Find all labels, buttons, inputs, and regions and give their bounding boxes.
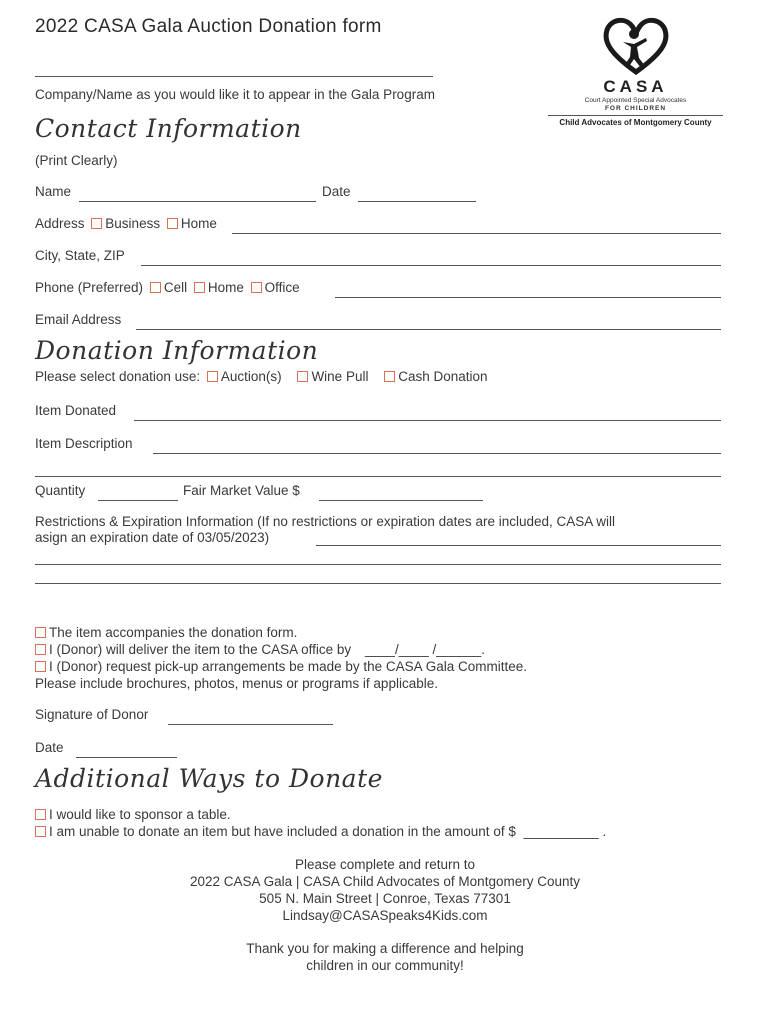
form-title: 2022 CASA Gala Auction Donation form [35, 16, 382, 37]
donation-use-label: Please select donation use: [35, 369, 201, 384]
item-donated-field[interactable] [134, 420, 721, 421]
footer-return-note: Please complete and return to [294, 857, 476, 872]
signature-label: Signature of Donor [35, 707, 149, 722]
logo-name: CASA [603, 77, 668, 96]
address-business-label: Business [105, 216, 161, 231]
item-description-field-2[interactable] [35, 476, 721, 477]
address-home-label: Home [180, 216, 217, 231]
deliver-row [35, 642, 485, 657]
accompanies-label: The item accompanies the donation form. [49, 625, 298, 640]
phone-office-label: Office [264, 280, 300, 295]
wine-pull-checkbox[interactable] [297, 371, 308, 382]
donation-heading: Donation Information [35, 336, 319, 365]
address-label: Address [35, 216, 85, 231]
signature-date-label: Date [35, 740, 64, 755]
auction-checkbox[interactable] [207, 371, 218, 382]
cash-donation-checkbox[interactable] [384, 371, 395, 382]
date-label: Date [322, 184, 351, 199]
phone-office-checkbox[interactable] [251, 282, 262, 293]
logo-county: Child Advocates of Montgomery County [548, 115, 723, 127]
wine-pull-label: Wine Pull [311, 369, 369, 384]
address-home-checkbox[interactable] [167, 218, 178, 229]
phone-field[interactable] [335, 297, 721, 298]
footer-thanks-1: Thank you for making a difference and helping [246, 941, 524, 956]
quantity-field[interactable] [98, 500, 178, 501]
pickup-checkbox[interactable] [35, 661, 46, 672]
accompanies-row [35, 625, 297, 640]
address-row [35, 216, 217, 231]
company-name-label: Company/Name as you would like it to appear in the Gala Program [35, 87, 435, 102]
signature-field[interactable] [168, 724, 333, 725]
phone-cell-label: Cell [163, 280, 188, 295]
restrictions-text-1: Restrictions & Expiration Information (If no restrictions or expiration dates are included, CASA will [35, 514, 616, 529]
phone-label: Phone (Preferred) [35, 280, 144, 295]
fair-market-value-label: Fair Market Value $ [183, 483, 300, 498]
restrictions-field[interactable] [316, 545, 721, 546]
deliver-label: I (Donor) will deliver the item to the CASA office by [49, 642, 352, 657]
city-label: City, State, ZIP [35, 248, 125, 263]
address-business-checkbox[interactable] [91, 218, 102, 229]
pickup-label: I (Donor) request pick-up arrangements be made by the CASA Gala Committee. [49, 659, 527, 674]
brochures-note: Please include brochures, photos, menus or programs if applicable. [35, 676, 438, 691]
sponsor-label: I would like to sponsor a table. [49, 807, 231, 822]
phone-home-checkbox[interactable] [194, 282, 205, 293]
donation-amount-checkbox[interactable] [35, 826, 46, 837]
cash-donation-label: Cash Donation [398, 369, 488, 384]
heart-child-icon [601, 14, 671, 76]
sponsor-row [35, 807, 231, 822]
name-label: Name [35, 184, 72, 199]
signature-date-field[interactable] [76, 757, 177, 758]
fair-market-value-field[interactable] [319, 500, 483, 501]
item-description-label: Item Description [35, 436, 133, 451]
name-field[interactable] [79, 201, 316, 202]
donation-use-row [35, 369, 488, 384]
item-donated-label: Item Donated [35, 403, 117, 418]
phone-row [35, 280, 300, 295]
casa-logo [548, 14, 723, 134]
additional-heading: Additional Ways to Donate [35, 764, 383, 793]
restrictions-text-2: asign an expiration date of 03/05/2023) [35, 530, 270, 545]
donation-amount-field[interactable]: __________ . [523, 824, 607, 839]
deliver-checkbox[interactable] [35, 644, 46, 655]
item-description-field[interactable] [153, 453, 721, 454]
date-field[interactable] [358, 201, 476, 202]
logo-for-children: FOR CHILDREN [604, 105, 667, 112]
footer-thanks-2: children in our community! [306, 958, 464, 973]
accompanies-checkbox[interactable] [35, 627, 46, 638]
footer-organization: 2022 CASA Gala | CASA Child Advocates of Montgomery County [190, 874, 580, 889]
deliver-date-field[interactable]: ____/____ /______. [364, 642, 486, 657]
quantity-label: Quantity [35, 483, 86, 498]
donation-amount-label: I am unable to donate an item but have included a donation in the amount of $ [49, 824, 516, 839]
restrictions-field-3[interactable] [35, 583, 721, 584]
restrictions-field-2[interactable] [35, 564, 721, 565]
print-note: (Print Clearly) [35, 153, 118, 168]
phone-cell-checkbox[interactable] [150, 282, 161, 293]
donation-amount-row [35, 824, 606, 839]
contact-heading: Contact Information [35, 114, 302, 143]
city-field[interactable] [141, 265, 721, 266]
phone-home-label: Home [207, 280, 244, 295]
sponsor-checkbox[interactable] [35, 809, 46, 820]
pickup-row [35, 659, 527, 674]
company-name-line[interactable] [35, 76, 433, 77]
logo-subtitle: Court Appointed Special Advocates [584, 97, 687, 104]
email-field[interactable] [136, 329, 721, 330]
footer-address: 505 N. Main Street | Conroe, Texas 77301 [259, 891, 511, 906]
footer-email[interactable]: Lindsay@CASASpeaks4Kids.com [282, 908, 488, 923]
auction-label: Auction(s) [220, 369, 282, 384]
email-label: Email Address [35, 312, 122, 327]
address-field[interactable] [232, 233, 721, 234]
